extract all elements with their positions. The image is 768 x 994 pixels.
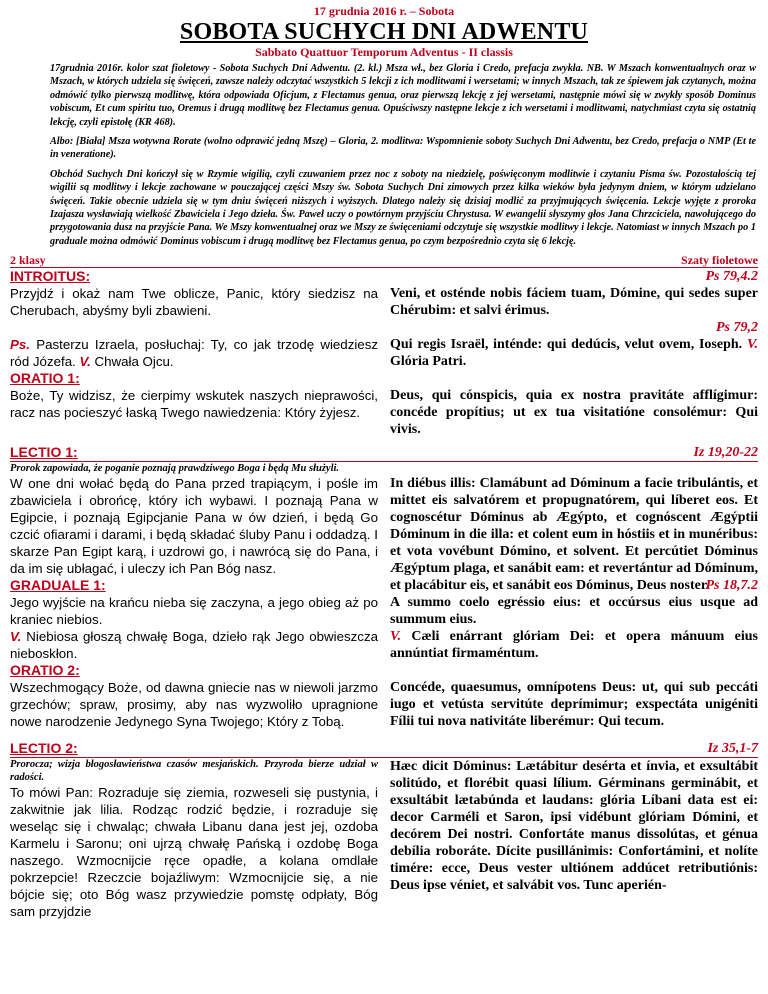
oratio2-section <box>10 679 758 730</box>
introitus-latin: Veni, et osténde nobis fáciem tuam, Dómine, qui sedes super Chérubim: et salvi érimus. <box>390 286 758 319</box>
vestment-color: Szaty fioletowe <box>681 253 758 268</box>
oratio1-label: ORATIO 1: <box>10 370 80 387</box>
lectio2-ref: Iz 35,1-7 <box>707 741 758 757</box>
graduale1-section <box>10 594 758 662</box>
introitus-psalm-ref: Ps 79,2 <box>716 320 758 336</box>
lectio1-polish: W one dni wołać będą do Pana przed trapiącym, i pośle im zbawiciela i obrońcę, który ich wybawi. I poznają Pana w Egipcie, i poznają Egipcjanie Pana w ów dzień, i będą Go czcić ofiarami i darami, i będą składać śluby Panu i oddadzą. I skarze Pan Egipt karą, i uzdrowi go, i nawrócą się do Pana, i da im się ubłagać, i uleczy ich Pan Bóg nasz. <box>10 476 378 577</box>
oratio1-latin: Deus, qui cónspicis, quia ex nostra pravitáte afflígimur: concéde propítius; ut ex tua visitatióne consolémur: Qui vivis. <box>390 388 758 438</box>
intro-paragraph-2: Albo: [Biała] Msza wotywna Rorate (wolno odprawić jedną Mszę) – Gloria, 2. modlitwa: Wspomnienie soboty Suchych Dni Adwentu, bez Credo, prefacja o NMP (Et te in veneratione). <box>50 136 756 161</box>
graduale1-label: GRADUALE 1: <box>10 577 106 594</box>
intro-paragraph-1: 17grudnia 2016r. kolor szat fioletowy - Sobota Suchych Dni Adwentu. (2. kl.) Msza wł., bez Gloria i Credo, prefacja zwykła. NB. W Mszach konwentualnych oraz w Mszach, w których udziela się święceń, zawsze należy odczytać wszystkich 5 lekcji z ich modlitwami i wersetami; w innych Mszach, tak ze śpiewem jak czytanych, można odmówić tylko pierwszą modlitwę, która odpowiada Oficjum, z Flectamus genua, oraz pierwszą lekcję z jej wersetami, następnie mówi się w zwykły sposób Dominus vobiscum, Et cum spiritu tuo, Oremus i drugą modlitwę bez Flectamus genua. Opuściwszy następne lekcje z ich wersetami i modlitwami, natychmiast czyta się ostatnią lekcję, czyli epistołę (KR 468). <box>50 63 756 128</box>
liturgical-class: 2 klasy <box>10 253 46 268</box>
page-date: 17 grudnia 2016 r. – Sobota <box>313 4 455 18</box>
lectio2-note: Prorocza; wizja błogosławieństwa czasów mesjańskich. Przyroda bierze udział w radości. <box>10 759 378 784</box>
class-line <box>10 254 758 268</box>
introitus-label: INTROITUS: <box>10 268 91 285</box>
lectio2-header <box>10 740 758 758</box>
introitus-psalm-polish: Ps. Pasterzu Izraela, posłuchaj: Ty, co jak trzodę wiedziesz ród Józefa. V. Chwała Ojcu. <box>10 337 378 370</box>
oratio2-label: ORATIO 2: <box>10 662 80 679</box>
introitus-psalm-section <box>10 336 758 370</box>
lectio1-header <box>10 444 758 462</box>
lectio1-note: Prorok zapowiada, że poganie poznają prawdziwego Boga i będą Mu służyli. <box>10 463 340 475</box>
introitus-header <box>10 268 758 285</box>
missal-page <box>10 0 758 920</box>
graduale1-polish: Jego wyjście na krańcu nieba się zaczyna, a jego obieg aż po kraniec niebios. V. Niebiosa głoszą chwałę Boga, dzieło rąk Jego obwieszcza nieboskłon. <box>10 595 378 662</box>
intro-notes <box>12 62 756 248</box>
oratio2-polish: Wszechmogący Boże, od dawna gniecie nas w niewoli jarzmo grzechów; spraw, prosimy, aby nas wyzwoliło upragnione nowe narodzenie Jedynego Syna Twojego; Który z Tobą. <box>10 680 378 730</box>
lectio1-ref: Iz 19,20-22 <box>693 445 758 461</box>
lectio2-polish-col <box>10 758 378 920</box>
introitus-polish: Przyjdź i okaż nam Twe oblicze, Panic, który siedzisz na Cherubach, abyśmy byli zbawieni. <box>10 286 378 319</box>
intro-paragraph-3: Obchód Suchych Dni kończył się w Rzymie wigilią, czyli czuwaniem przez noc z soboty na niedzielę, poświęconym modlitwie i czytaniu Pisma św. Pozostałością tej wigilii są modlitwy i lekcje zachowane w pouczającej części Mszy św. Sobota Suchych Dni zimowych przez kilka wieków była jedynym dniem, w którym udzielano święceń. Takie obecnie udziela się w tym dniu święceń niższych i wyższych. Dlatego należy się dzisiaj modlić za przyjmujących święcenia. Lekcje wyjęte z proroka Izajasza wysławiają wielkość Zbawiciela i Jego dzieła. Św. Paweł uczy o powtórnym przyjściu Chrystusa. W ewangelii słyszymy głos Jana Chrzciciela, nawołującego do przygotowania dusz na przyjście Pana. We Mszy konwentualnej oraz we Mszy ze święceniami odczytuje się wszystkie modlitwy i lekcje. Natomiast w innych Mszach po 1 graduale można odmówić Dominus vobiscum i drugą modlitwę bez Flectamus genua, po czym bezpośrednio czyta się 6 lekcję. <box>50 168 756 247</box>
lectio1-latin: In diébus illis: Clamábunt ad Dóminum a facie tribulántis, et mittet eis salvatórem et propugnatórem, qui líberet eos. Et cognoscétur Dóminus ab Ægýpto, et cognóscent Ægýptii Dóminum in die illa: et colent eum in hóstiis et in munéribus: et vota vovébunt Dómino, et solvent. Et percútiet Dóminus Ægýptum plaga, et sanábit eam: et revertántur ad Dóminum, et placábitur eis, et sanábit eos Dóminus, Deus noster. <box>390 476 758 594</box>
lectio1-label: LECTIO 1: <box>10 444 78 461</box>
introitus-psalm-latin: Qui regis Israël, inténde: qui dedúcis, velut ovem, Ioseph. V. Glória Patri. <box>390 337 758 370</box>
page-subtitle: Sabbato Quattuor Temporum Adventus - II classis <box>255 45 513 59</box>
lectio2-section <box>10 758 758 920</box>
oratio1-polish: Boże, Ty widzisz, że cierpimy wskutek naszych nieprawości, racz nas pocieszyć łaską Twego nawiedzenia: Który żyjesz. <box>10 388 378 421</box>
oratio1-section <box>10 387 758 438</box>
lectio2-latin: Hæc dicit Dóminus: Lætábitur desérta et ínvia, et exsultábit solitúdo, et florébit quasi lílium. Gérminans germinábit, et exsultábit lætabúnda et laudans: glória Líbani data est ei: decor Carméli et Saron, ipsi vidébunt glóriam Dómini, et decórem Dei nostri. Confortáte manus dissolútas, et génua debília roboráte. Dícite pusillánimis: Confortámini, et nolíte timére: ecce, Deus vester ultiónem addúcet retributiónis: Deus ipse véniet, et salvábit vos. Tunc aperién- <box>390 759 758 894</box>
lectio2-label: LECTIO 2: <box>10 740 78 757</box>
graduale1-latin: A summo coelo egréssio eius: et occúrsus eius usque ad summum eius. V. Cæli enárrant glóriam Dei: et opera mánuum eius annúntiat firmaméntum. <box>390 595 758 662</box>
page-title: SOBOTA SUCHYCH DNI ADWENTU <box>179 19 589 45</box>
introitus-ref: Ps 79,4.2 <box>705 269 758 285</box>
graduale1-ref: Ps 18,7.2 <box>705 578 758 594</box>
oratio2-latin: Concéde, quaesumus, omnípotens Deus: ut, qui sub peccáti iugo et vetústa servitúte deprímimur; exspectáta unigéniti Fílii tui nova nativitáte liberémur: Qui tecum. <box>390 680 758 730</box>
introitus-section <box>10 285 758 319</box>
lectio2-polish: To mówi Pan: Rozraduje się ziemia, rozweseli się pustynia, i zakwitnie jak lilia. Rodząc rodzić będzie, i rozraduje się weseląc się i chwaląc; chwała Libanu dana jest jej, ozdoba Karmelu i Saronu; oni ujrzą chwałę Pańską i ozdobę Boga naszego. Wzmocnijcie ręce opadłe, a kolana omdlałe pokrzepcie! Rzeczcie bojaźliwym: Wzmocnijcie się, a nie bójcie się; oto Bóg wasz przywiedzie pomstę odpłaty, Bóg sam przyjdzie <box>10 785 378 920</box>
